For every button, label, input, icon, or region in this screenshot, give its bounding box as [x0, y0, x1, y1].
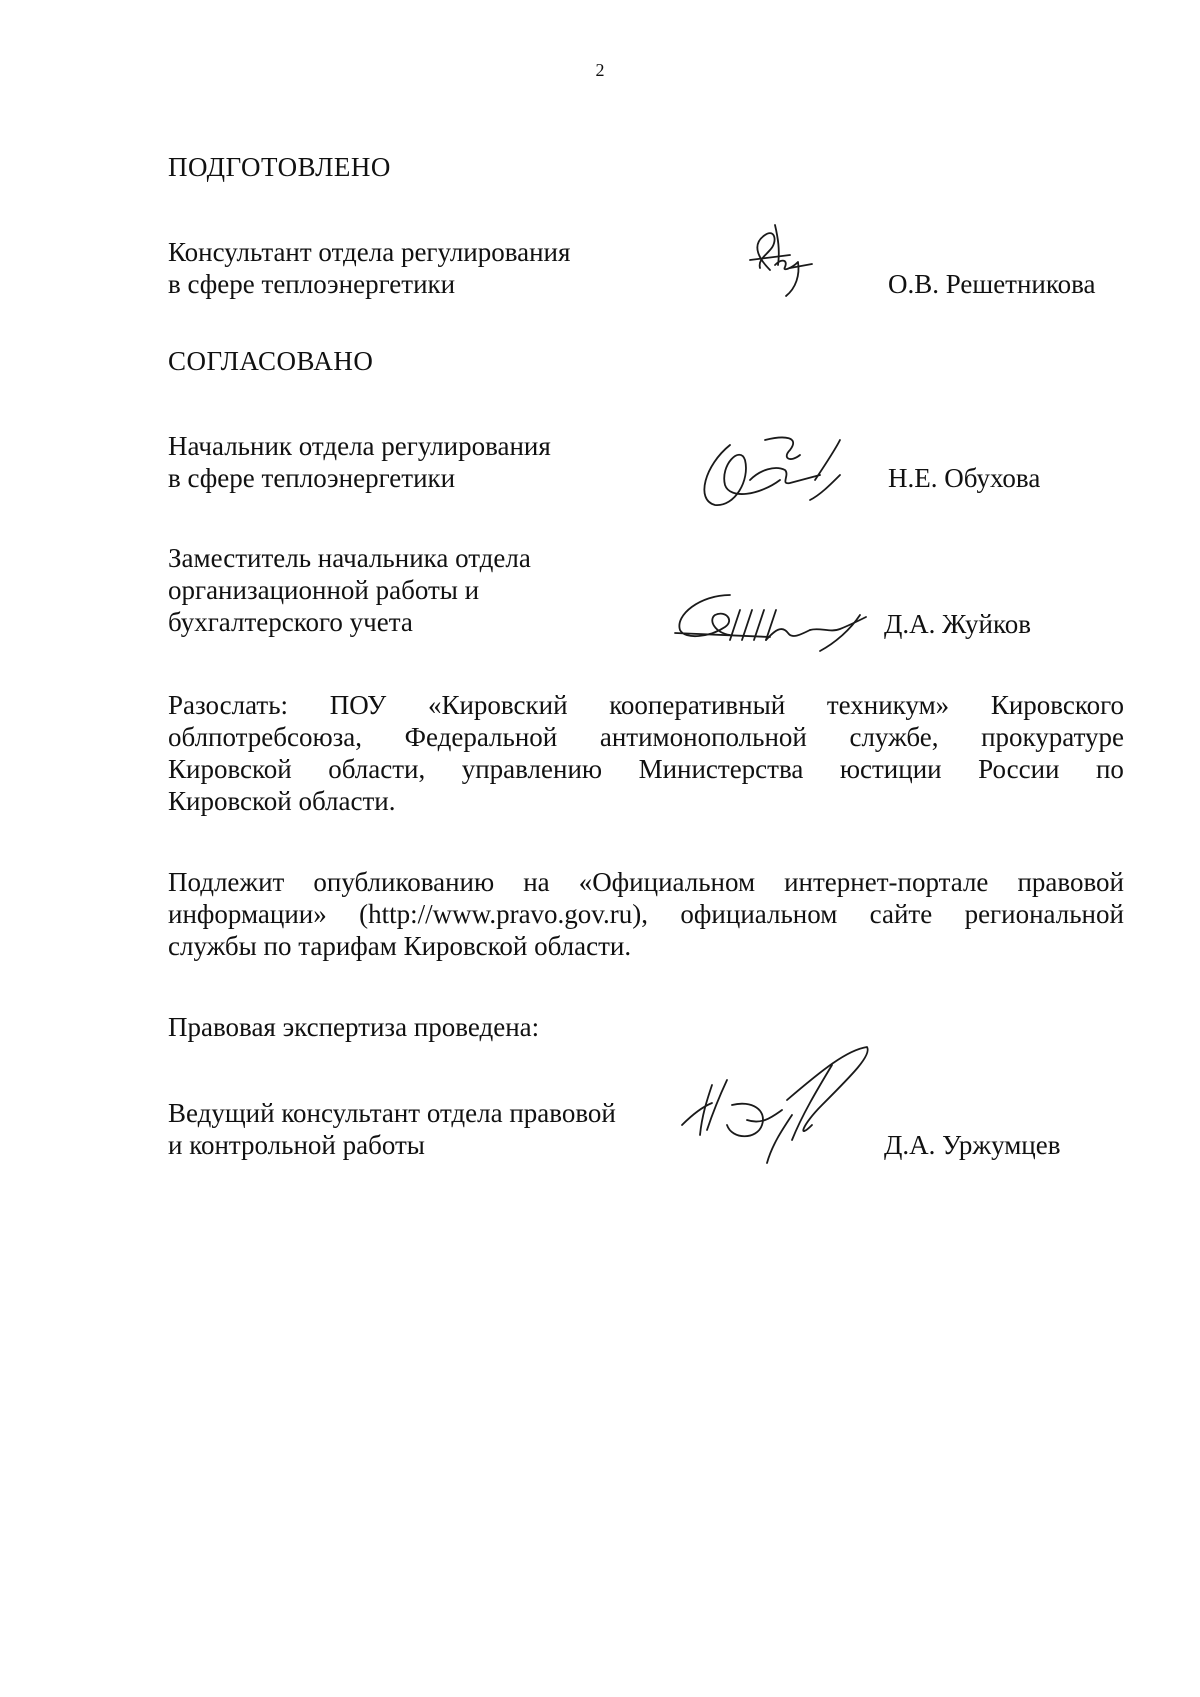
word: ПОУ [329, 690, 387, 720]
paragraph-line [168, 898, 1124, 930]
agreed-signer-2-name: Д.А. Жуйков [884, 609, 1031, 639]
paragraph-last-line: службы по тарифам Кировской области. [168, 931, 632, 961]
signature-urzhumtsev [672, 1045, 882, 1170]
legal-review-signer-name: Д.А. Уржумцев [884, 1130, 1061, 1160]
word: службе, [849, 722, 939, 752]
word: Разослать: [168, 690, 289, 720]
signature-zhuikov [670, 585, 880, 655]
word: прокуратуре [981, 722, 1124, 752]
paragraph-line [168, 689, 1124, 721]
word: сайте [869, 899, 933, 929]
word: Кировской [168, 754, 292, 784]
paragraph-line [168, 721, 1124, 753]
word: «Кировский [427, 690, 568, 720]
word: России [978, 754, 1060, 784]
word: техникум» [826, 690, 950, 720]
paragraph-last-line: Кировской области. [168, 786, 396, 816]
distribution-paragraph [168, 689, 1124, 817]
prepared-signer-name: О.В. Решетникова [888, 269, 1096, 299]
position-line: Заместитель начальника отдела [168, 543, 531, 573]
word: информации» [168, 899, 327, 929]
word: «Официальном [578, 867, 756, 897]
position-line: и контрольной работы [168, 1130, 425, 1160]
word: по [1095, 754, 1124, 784]
word: управлению [461, 754, 603, 784]
paragraph-line [168, 753, 1124, 785]
word: юстиции [839, 754, 942, 784]
word: облпотребсоюза, [168, 722, 363, 752]
position-line: организационной работы и [168, 575, 480, 605]
agreed-position-2 [168, 542, 531, 638]
publication-paragraph [168, 866, 1124, 962]
word: интернет-портале [784, 867, 989, 897]
position-line: бухгалтерского учета [168, 607, 413, 637]
prepared-heading: ПОДГОТОВЛЕНО [168, 152, 391, 182]
word: (http://www.pravo.gov.ru), [359, 899, 649, 929]
word: Кировского [990, 690, 1124, 720]
page-number: 2 [595, 60, 605, 80]
prepared-position [168, 236, 570, 300]
word: области, [328, 754, 426, 784]
paragraph-line [168, 866, 1124, 898]
word: Федеральной [404, 722, 558, 752]
position-line: Ведущий консультант отдела правовой [168, 1098, 616, 1128]
legal-review-position [168, 1097, 616, 1161]
signature-obukhova [690, 425, 870, 515]
word: антимонопольной [599, 722, 807, 752]
word: кооперативный [609, 690, 786, 720]
word: официальном [680, 899, 838, 929]
word: опубликованию [313, 867, 495, 897]
signature-reshetnikova [730, 220, 830, 300]
word: на [523, 867, 550, 897]
legal-review-heading: Правовая экспертиза проведена: [168, 1012, 540, 1042]
position-line: Начальник отдела регулирования [168, 431, 551, 461]
position-line: в сфере теплоэнергетики [168, 463, 456, 493]
word: Подлежит [168, 867, 285, 897]
word: Министерства [638, 754, 804, 784]
agreed-heading: СОГЛАСОВАНО [168, 346, 374, 376]
position-line: Консультант отдела регулирования [168, 237, 571, 267]
word: региональной [964, 899, 1124, 929]
word: правовой [1017, 867, 1124, 897]
agreed-position-1 [168, 430, 551, 494]
position-line: в сфере теплоэнергетики [168, 269, 456, 299]
agreed-signer-1-name: Н.Е. Обухова [888, 463, 1041, 493]
